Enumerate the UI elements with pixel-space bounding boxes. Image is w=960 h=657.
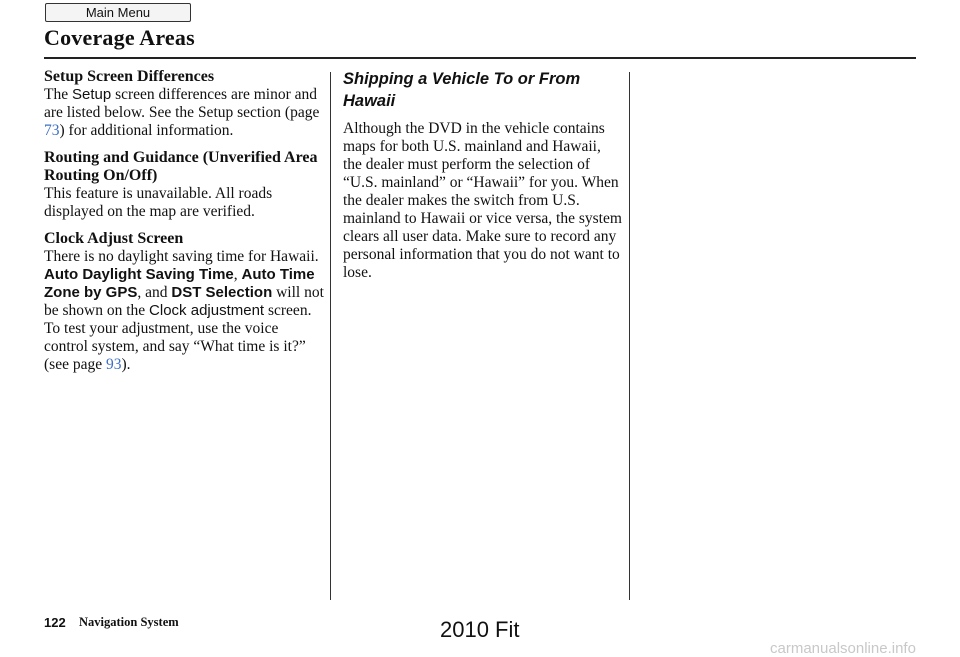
site-watermark: carmanualsonline.info — [770, 640, 916, 657]
left-column — [44, 68, 324, 383]
routing-body: This feature is unavailable. All roads displayed on the map are verified. — [44, 185, 273, 220]
page-link-73[interactable]: 73 — [44, 122, 60, 139]
right-column — [343, 68, 623, 282]
page-title: Coverage Areas — [44, 25, 195, 50]
setup-text-2: screen differences are minor and are listed below. See the Setup section (page — [44, 86, 320, 121]
clock-term-auto-tz: Auto Time Zone by GPS — [44, 266, 315, 301]
clock-text-5: screen. To test your adjustment, use the voice control system, and say “What time is it?” (see page — [44, 302, 312, 373]
page-link-93[interactable]: 93 — [105, 356, 122, 373]
shipping-heading: Shipping a Vehicle To or From Hawaii — [343, 70, 581, 110]
clock-text-1: There is no daylight saving time for Hawaii. — [44, 248, 319, 265]
setup-section — [44, 68, 324, 140]
shipping-body: Although the DVD in the vehicle contains maps for both U.S. mainland and Hawaii, the dealer must perform the selection of “U.S. mainland” or “Hawaii” for you. When the dealer makes the switch from U.S. mainland to Hawaii or vice versa, the system clears all user data. Make sure to record any personal information that you do not want to lose. — [343, 120, 622, 281]
clock-term-adjustment: Clock adjustment — [149, 302, 265, 319]
footer-label: Navigation System — [79, 615, 179, 629]
setup-text-3: ) for additional information. — [59, 122, 234, 139]
setup-body — [44, 86, 324, 140]
title-rule — [44, 57, 916, 59]
setup-text-1: The — [44, 86, 72, 103]
column-divider-right — [629, 72, 630, 600]
clock-body — [44, 248, 324, 374]
clock-text-4: will not be shown on the — [44, 284, 324, 319]
clock-section — [44, 230, 324, 374]
clock-text-2: , — [233, 266, 242, 283]
setup-term: Setup — [71, 86, 112, 103]
clock-term-auto-dst: Auto Daylight Saving Time — [44, 266, 234, 283]
model-watermark: 2010 Fit — [440, 617, 520, 642]
clock-text-6: ). — [121, 356, 131, 373]
setup-heading: Setup Screen Differences — [44, 68, 215, 85]
routing-heading: Routing and Guidance (Unverified Area Routing On/Off) — [44, 149, 318, 184]
clock-heading: Clock Adjust Screen — [44, 230, 184, 247]
routing-section — [44, 149, 324, 221]
main-menu-button[interactable]: Main Menu — [45, 3, 191, 22]
clock-term-dst: DST Selection — [171, 284, 273, 301]
column-divider-left — [330, 72, 331, 600]
footer-page-number: 122 — [44, 615, 66, 630]
clock-text-3: , and — [137, 284, 172, 301]
